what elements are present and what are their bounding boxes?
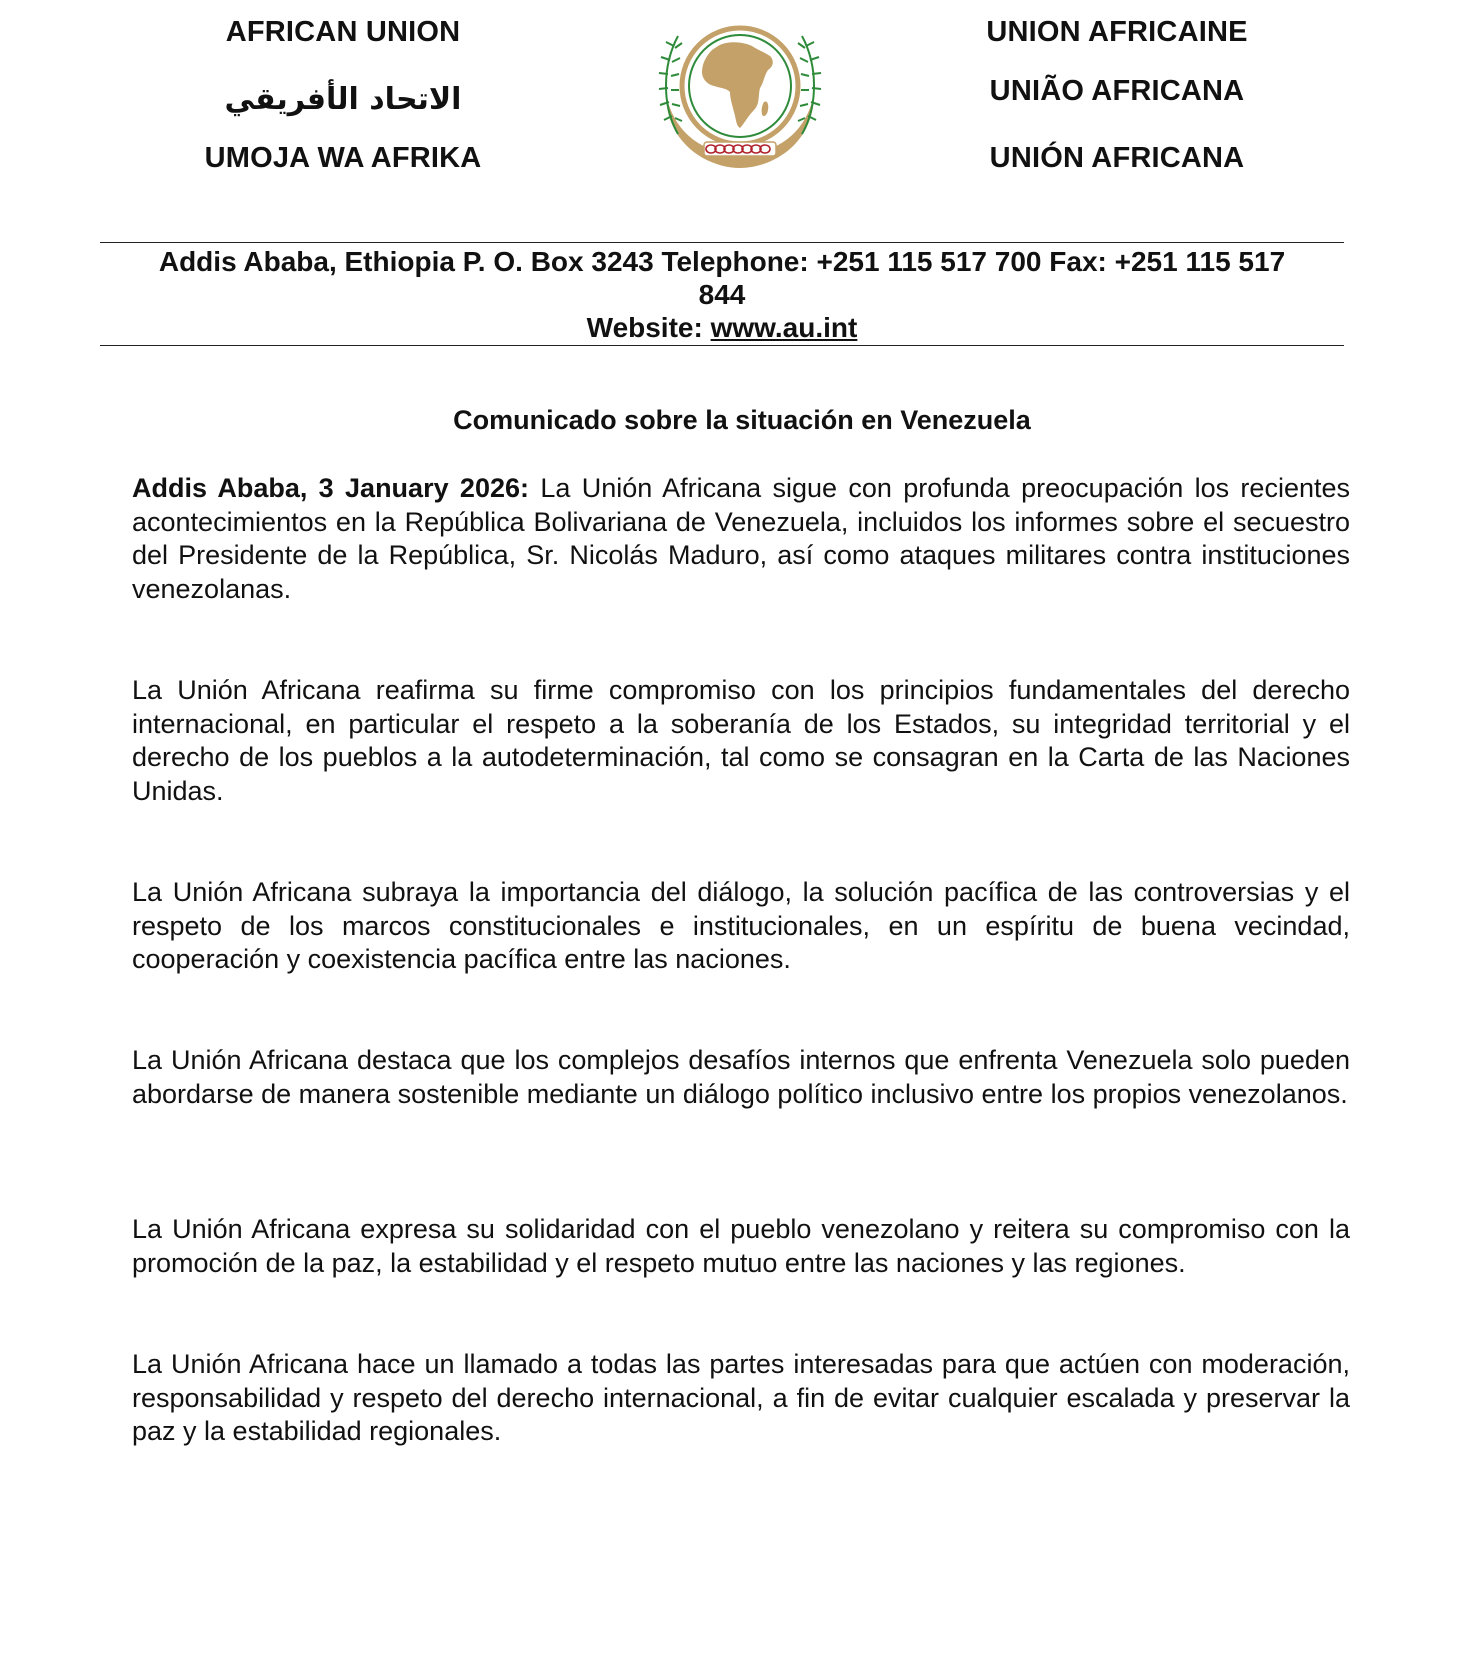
african-union-emblem-icon (648, 16, 832, 170)
dateline: Addis Ababa, 3 January 2026: (132, 473, 529, 503)
address-line-2: 844 (698, 279, 746, 310)
letterhead-spanish: UNIÓN AFRICANA (989, 142, 1245, 174)
letterhead-french: UNION AFRICAINE (986, 16, 1248, 48)
letterhead-arabic: الاتحاد الأفريقي (224, 82, 462, 117)
document-title: Comunicado sobre la situación en Venezuela (453, 405, 1031, 435)
website-link[interactable]: www.au.int (710, 312, 858, 343)
address-bottom-rule (100, 345, 1344, 346)
paragraph-4: La Unión Africana destaca que los complejos desafíos internos que enfrenta Venezuela solo pueden abordarse de manera sostenible mediante un diálogo político inclusivo entre los propios venezolanos. (132, 1045, 1350, 1109)
address-line-1: Addis Ababa, Ethiopia P. O. Box 3243 Telephone: +251 115 517 700 Fax: +251 115 517 (158, 246, 1286, 277)
emblem-laurel-right (798, 36, 821, 134)
website-label: Website: (586, 312, 711, 343)
letterhead-english: AFRICAN UNION (225, 16, 461, 48)
letterhead-swahili: UMOJA WA AFRIKA (204, 142, 482, 174)
paragraph-1-text: La Unión Africana sigue con profunda preocupación los recientes acontecimientos en la República Bolivariana de Venezuela, incluidos los informes sobre el secuestro del Presidente de la República, Sr. Nicolás Maduro, así como ataques militares contra instituciones venezolanas. (132, 473, 1350, 605)
address-top-rule (100, 242, 1344, 243)
emblem-laurel-left (659, 36, 682, 134)
website-line (100, 311, 1344, 344)
paragraph-6: La Unión Africana hace un llamado a todas las partes interesadas para que actúen con moderación, responsabilidad y respeto del derecho internacional, a fin de evitar cualquier escalada y preservar la paz y la estabilidad regionales. (132, 1349, 1350, 1447)
paragraph-1 (132, 472, 1350, 607)
letterhead-portuguese: UNIÃO AFRICANA (989, 75, 1245, 107)
paragraph-5: La Unión Africana expresa su solidaridad con el pueblo venezolano y reitera su compromiso con la promoción de la paz, la estabilidad y el respeto mutuo entre las naciones y las regiones. (132, 1214, 1350, 1278)
address-block (100, 245, 1344, 344)
paragraph-3: La Unión Africana subraya la importancia del diálogo, la solución pacífica de las controversias y el respeto de los marcos constitucionales e institucionales, en un espíritu de buena vecindad, cooperación y coexistencia pacífica entre las naciones. (132, 877, 1350, 975)
paragraph-2: La Unión Africana reafirma su firme compromiso con los principios fundamentales del derecho internacional, en particular el respeto a la soberanía de los Estados, su integridad territorial y el derecho de los pueblos a la autodeterminación, tal como se consagran en la Carta de las Naciones Unidas. (132, 675, 1350, 807)
